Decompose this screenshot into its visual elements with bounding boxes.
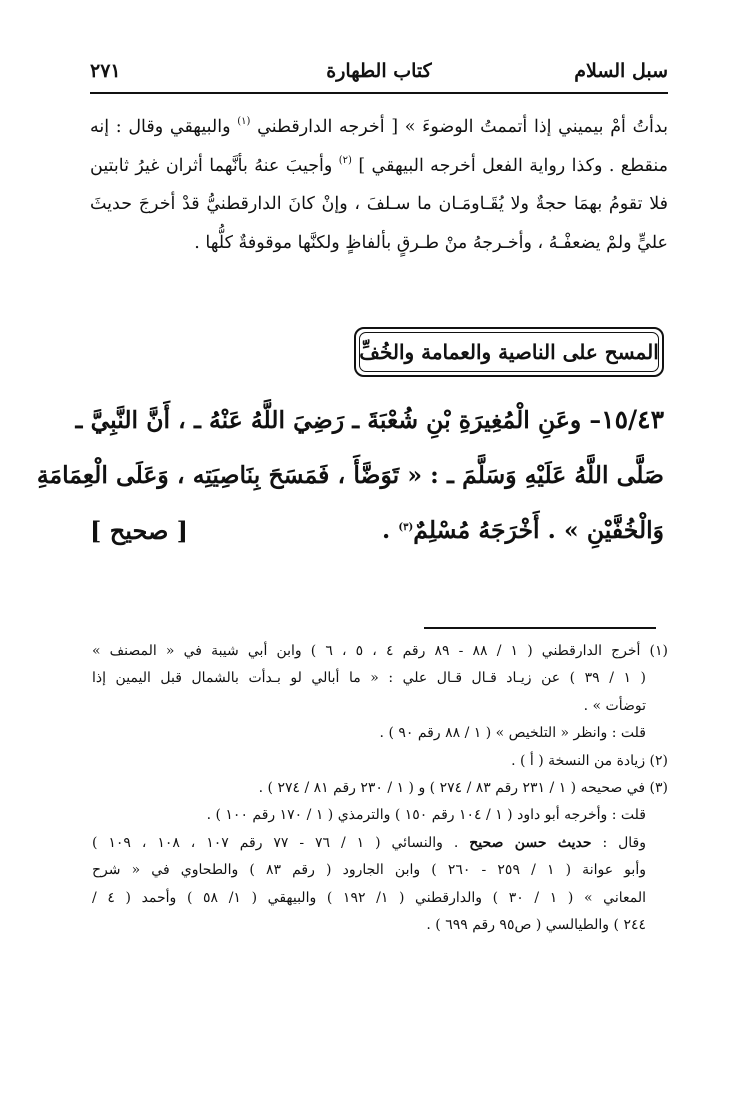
footnote-3-line-1: (٣) في صحيحه ( ١ / ٢٣١ رقم ٨٣ / ٢٧٤ ) و ( ١ / ٢٣٠ رقم ٨١ / ٢٧٤ ) . (258, 780, 668, 797)
hadith-line-1 (75, 392, 664, 448)
footnote-3-line-3-a: وقال : (602, 834, 647, 851)
footnote-3-grade: حديث حسن صحيح (469, 834, 592, 851)
footnote-separator (424, 627, 656, 629)
footnote-1-line-4: قلت : وانظر « التلخيص » ( ١ / ٨٨ رقم ٩٠ ) . (379, 725, 646, 742)
section-title-box (354, 327, 664, 377)
footnote-1-line-1: (١) أخرج الدارقطني ( ١ / ٨٨ - ٨٩ رقم ٤ ، ٥ ، ٦ ) وابن أبي شيبة في « المصنف » (92, 643, 669, 659)
body-text-3: وأجيبَ عنهُ بأنَّهما أثران غيرُ ثابتين فلا تقومُ بهمَا حجةٌ ولا يُقَـاومَـان ما سـلفَ ، وإنْ كانَ الدارقطنيُّ قدْ أخرجَ حديثَ عليٍّ ولمْ يضعفْـهُ ، وأخـرجهُ منْ طـرقٍ بألفاظٍ ولكنَّها موقوفةٌ كلُّها . (90, 155, 668, 253)
footnote-3-line-6: ٢٤٤ ) والطيالسي ( ص٩٥ رقم ٦٩٩ ) . (426, 917, 646, 934)
page-header (90, 54, 668, 92)
body-text-2: والبيهقي وقال : إنه منقطع . وكذا رواية الفعل أخرجه البيهقي ] (90, 117, 668, 176)
book-title: سبل السلام (574, 60, 668, 82)
footnote-3-line-3-b: . والنسائي ( ١ / ٧٦ - ٧٧ رقم ١٠٧ ، ١٠٨ ، ١٠٩ ) (92, 834, 459, 851)
footnote-3-line-4: وأبو عوانة ( ١ / ٢٥٩ - ٢٦٠ ) وابن الجارود ( رقم ٨٣ ) والطحاوي في « شرح (92, 862, 646, 879)
footnote-3-line-3 (92, 830, 668, 857)
hadith-grade: [ صحيح ] (90, 516, 189, 545)
hadith-block (36, 392, 664, 558)
hadith-line-1-text: – وعَنِ الْمُغِيرَةِ بْنِ شُعْبَةَ ـ رَضِيَ اللَّهُ عَنْهُ ـ ، أَنَّ النَّبِيَّ ـ (75, 406, 602, 434)
hadith-line-3 (90, 503, 664, 558)
body-paragraph (90, 108, 668, 262)
chapter-title: كتاب الطهارة (326, 60, 432, 82)
footnotes (92, 638, 668, 939)
body-text-1: بدأتُ أمْ بيميني إذا أتممتُ الوضوءَ » [ أخرجه الدارقطني (257, 117, 668, 137)
footnote-ref-3: (٣) (398, 522, 414, 533)
page-number: ٢٧١ (90, 60, 121, 82)
hadith-line-3-text: وَالْخُفَّيْنِ » . أَخْرَجَهُ مُسْلِمٌ (413, 516, 664, 544)
footnote-3-line-5: المعاني » ( ١ / ٣٠ ) والدارقطني ( ١/ ١٩٢ ) والبيهقي ( ١/ ٥٨ ) وأحمد ( ٤ / (92, 889, 646, 906)
footnote-ref-1: (١) (237, 116, 251, 127)
hadith-number: ١٥/٤٣ (601, 405, 664, 434)
hadith-line-2: صَلَّى اللَّهُ عَلَيْهِ وَسَلَّمَ ـ : « تَوَضَّأَ ، فَمَسَحَ بِنَاصِيَتِه ، وَعَلَى الْعِمَامَةِ (36, 461, 664, 489)
footnote-3-line-2: قلت : وأخرجه أبو داود ( ١ / ١٠٤ رقم ١٥٠ ) والترمذي ( ١ / ١٧٠ رقم ١٠٠ ) . (206, 807, 646, 824)
footnote-2: (٢) زيادة من النسخة ( أ ) . (511, 752, 668, 769)
footnote-1-line-2: ( ١ / ٣٩ ) عن زيـاد قـال قـال علي : « ما أبالي لو بـدأت بالشمال قبل اليمين إذا (92, 670, 646, 687)
header-rule (90, 92, 668, 94)
section-title: المسح على الناصية والعمامة والخُفِّ (359, 340, 659, 364)
footnote-ref-2: (٢) (338, 154, 352, 166)
hadith-line-3-end: . (381, 516, 391, 544)
footnote-1-line-3: توضأت » . (583, 697, 646, 714)
